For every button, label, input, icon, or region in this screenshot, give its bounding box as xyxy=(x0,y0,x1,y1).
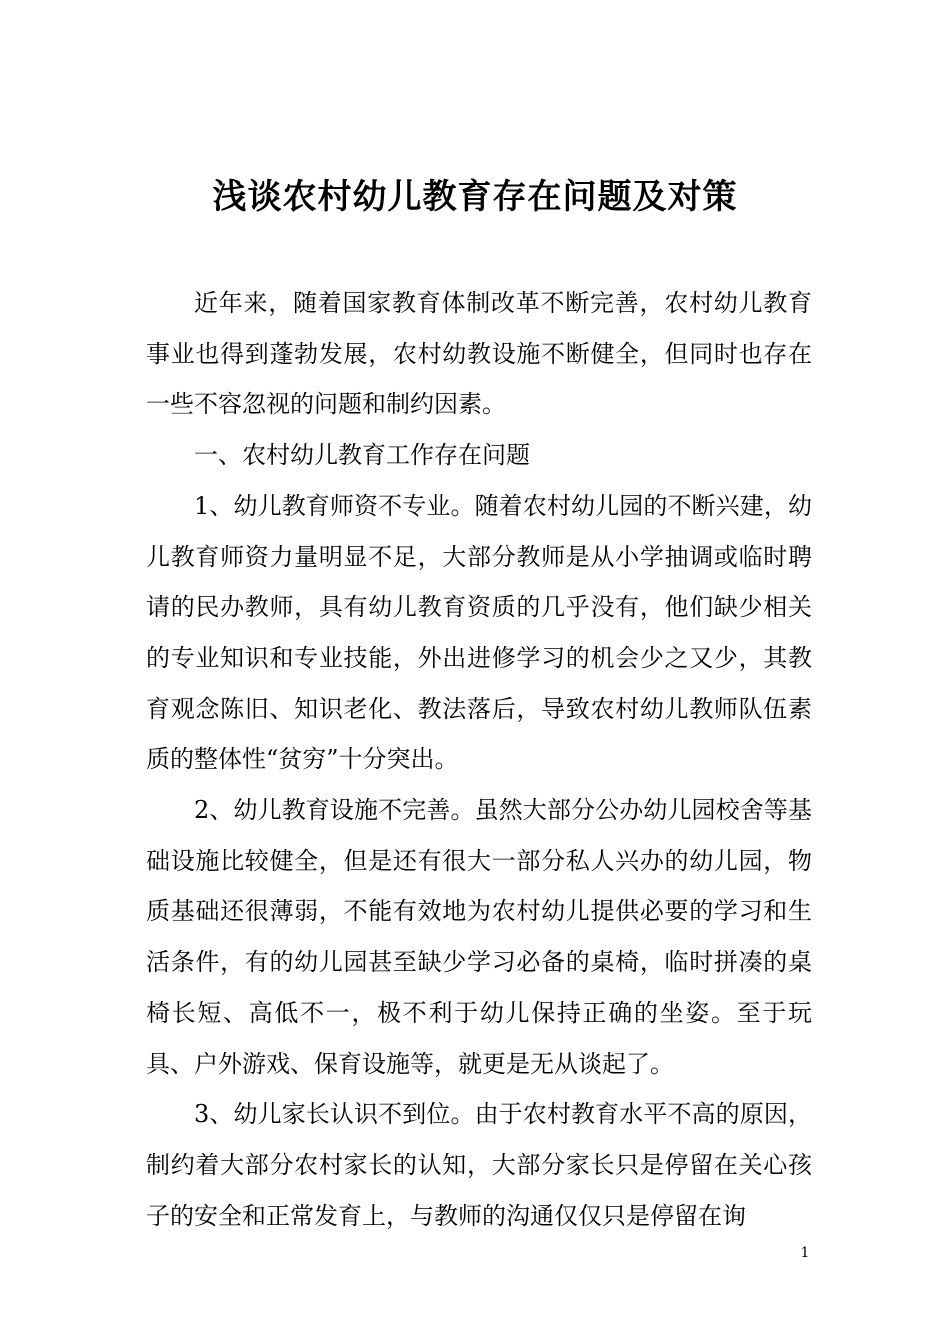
intro-paragraph: 近年来，随着国家教育体制改革不断完善，农村幼儿教育事业也得到蓬勃发展，农村幼教设施不断健全，但同时也存在一些不容忽视的问题和制约因素。 xyxy=(146,289,812,419)
body-paragraph: 3、幼儿家长认识不到位。由于农村教育水平不高的原因，制约着大部分农村家长的认知，大部分家长只是停留在关心孩子的安全和正常发育上，与教师的沟通仅仅只是停留在询 xyxy=(146,1100,812,1230)
body-paragraph: 2、幼儿教育设施不完善。虽然大部分公办幼儿园校舍等基础设施比较健全，但是还有很大一部分私人兴办的幼儿园，物质基础还很薄弱，不能有效地为农村幼儿提供必要的学习和生活条件，有的幼儿园甚至缺少学习必备的桌椅，临时拼凑的桌椅长短、高低不一，极不利于幼儿保持正确的坐姿。至于玩具、户外游戏、保育设施等，就更是无从谈起了。 xyxy=(146,796,812,1078)
section-heading: 一、农村幼儿教育工作存在问题 xyxy=(194,441,530,470)
body-paragraph: 1、幼儿教育师资不专业。随着农村幼儿园的不断兴建，幼儿教育师资力量明显不足，大部分教师是从小学抽调或临时聘请的民办教师，具有幼儿教育资质的几乎没有，他们缺少相关的专业知识和专业技能，外出进修学习的机会少之又少，其教育观念陈旧、知识老化、教法落后，导致农村幼儿教师队伍素质的整体性“贫穷”十分突出。 xyxy=(146,491,812,774)
document-title: 浅谈农村幼儿教育存在问题及对策 xyxy=(212,177,738,217)
document-body xyxy=(146,278,812,1241)
page-number: 1 xyxy=(800,1245,810,1261)
